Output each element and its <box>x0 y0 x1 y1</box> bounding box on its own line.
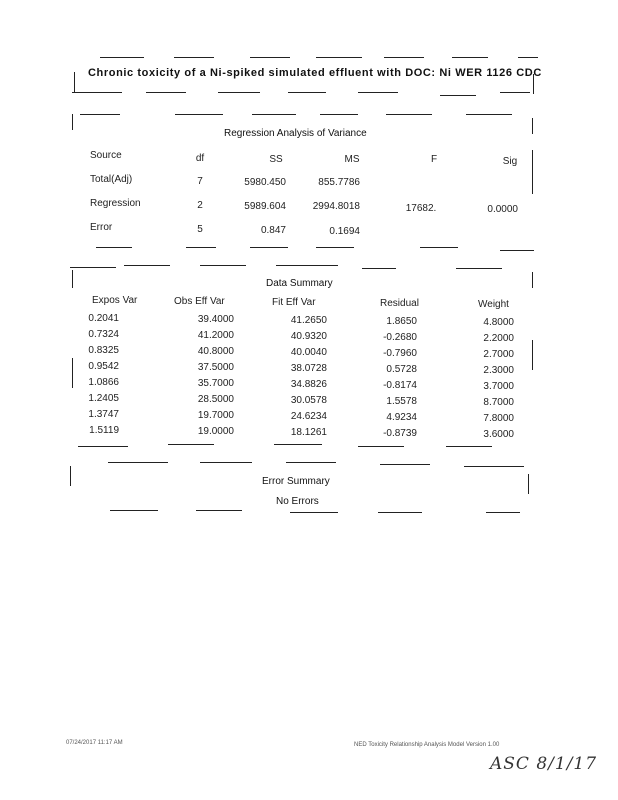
ds-col-residual: Residual <box>380 298 419 309</box>
ds-col-weight: Weight <box>478 299 509 310</box>
ds-cell-obs-eff-var: 41.2000 <box>197 330 234 341</box>
ds-col-fit-eff-var: Fit Eff Var <box>272 297 316 308</box>
footer-model-version: NED Toxicity Relationship Analysis Model Version 1.00 <box>354 742 500 748</box>
ds-cell-expos-var: 1.5119 <box>89 425 119 436</box>
ds-cell-weight: 7.8000 <box>483 413 514 424</box>
error-summary-heading: Error Summary <box>262 476 330 487</box>
ds-cell-obs-eff-var: 39.4000 <box>197 314 234 325</box>
anova-row-ms: 855.7786 <box>318 177 360 188</box>
ds-cell-expos-var: 0.7324 <box>88 329 119 340</box>
ds-cell-weight: 3.6000 <box>483 429 514 440</box>
anova-row-df: 7 <box>197 176 203 187</box>
handwritten-signature: ASC 8/1/17 <box>490 754 598 774</box>
footer-timestamp: 07/24/2017 11:17 AM <box>66 740 123 746</box>
ds-cell-residual: -0.8739 <box>383 428 417 439</box>
ds-cell-weight: 3.7000 <box>483 381 514 392</box>
ds-cell-residual: -0.7960 <box>383 348 417 359</box>
ds-cell-fit-eff-var: 30.0578 <box>290 395 327 406</box>
anova-col-source: Source <box>90 150 122 161</box>
anova-row-sig: 0.0000 <box>487 204 518 215</box>
anova-col-df: df <box>195 153 205 164</box>
anova-row-source: Total(Adj) <box>90 174 133 185</box>
ds-cell-fit-eff-var: 40.0040 <box>290 347 327 358</box>
anova-row-ss: 5989.604 <box>244 201 286 212</box>
ds-cell-expos-var: 1.0866 <box>88 377 119 388</box>
ds-cell-expos-var: 1.2405 <box>88 393 119 404</box>
ds-cell-obs-eff-var: 40.8000 <box>197 346 234 357</box>
anova-row-ss: 0.847 <box>260 225 286 236</box>
ds-cell-residual: 4.9234 <box>386 412 417 423</box>
ds-cell-residual: 1.8650 <box>386 316 417 327</box>
error-summary-message: No Errors <box>276 496 319 507</box>
ds-cell-weight: 8.7000 <box>483 397 514 408</box>
ds-cell-fit-eff-var: 40.9320 <box>290 331 327 342</box>
ds-cell-obs-eff-var: 19.0000 <box>197 426 234 437</box>
ds-cell-weight: 2.2000 <box>483 333 514 344</box>
data-summary-heading: Data Summary <box>266 278 333 289</box>
ds-cell-obs-eff-var: 19.7000 <box>197 410 234 421</box>
ds-cell-fit-eff-var: 38.0728 <box>290 363 327 374</box>
ds-cell-weight: 2.7000 <box>483 349 514 360</box>
ds-cell-fit-eff-var: 41.2650 <box>290 315 327 326</box>
ds-cell-obs-eff-var: 37.5000 <box>197 362 234 373</box>
report-title: Chronic toxicity of a Ni-spiked simulated effluent with DOC: Ni WER 1126 CDC <box>88 67 542 79</box>
anova-col-ss: SS <box>269 154 283 165</box>
ds-cell-expos-var: 0.2041 <box>88 313 119 324</box>
ds-cell-obs-eff-var: 35.7000 <box>197 378 234 389</box>
ds-cell-fit-eff-var: 34.8826 <box>290 379 327 390</box>
ds-cell-fit-eff-var: 18.1261 <box>290 427 327 438</box>
ds-cell-expos-var: 0.8325 <box>88 345 119 356</box>
ds-cell-weight: 4.8000 <box>483 317 514 328</box>
ds-cell-residual: -0.2680 <box>383 332 417 343</box>
anova-row-f: 17682. <box>405 203 437 214</box>
ds-cell-residual: -0.8174 <box>383 380 417 391</box>
ds-cell-residual: 1.5578 <box>386 396 417 407</box>
ds-cell-fit-eff-var: 24.6234 <box>290 411 327 422</box>
anova-row-ss: 5980.450 <box>244 177 286 188</box>
anova-row-ms: 0.1694 <box>329 226 360 237</box>
anova-heading: Regression Analysis of Variance <box>224 128 367 139</box>
ds-col-obs-eff-var: Obs Eff Var <box>174 296 225 307</box>
anova-row-df: 5 <box>197 224 203 235</box>
anova-row-df: 2 <box>197 200 203 211</box>
anova-col-sig: Sig <box>502 156 518 167</box>
ds-col-expos-var: Expos Var <box>92 295 138 306</box>
ds-cell-expos-var: 0.9542 <box>88 361 119 372</box>
anova-col-ms: MS <box>344 154 360 165</box>
ds-cell-expos-var: 1.3747 <box>88 409 119 420</box>
anova-row-source: Error <box>90 222 113 233</box>
ds-cell-weight: 2.3000 <box>483 365 514 376</box>
anova-col-f: F <box>430 154 438 165</box>
ds-cell-obs-eff-var: 28.5000 <box>197 394 234 405</box>
ds-cell-residual: 0.5728 <box>386 364 417 375</box>
anova-row-ms: 2994.8018 <box>312 201 360 212</box>
anova-row-source: Regression <box>90 198 141 209</box>
